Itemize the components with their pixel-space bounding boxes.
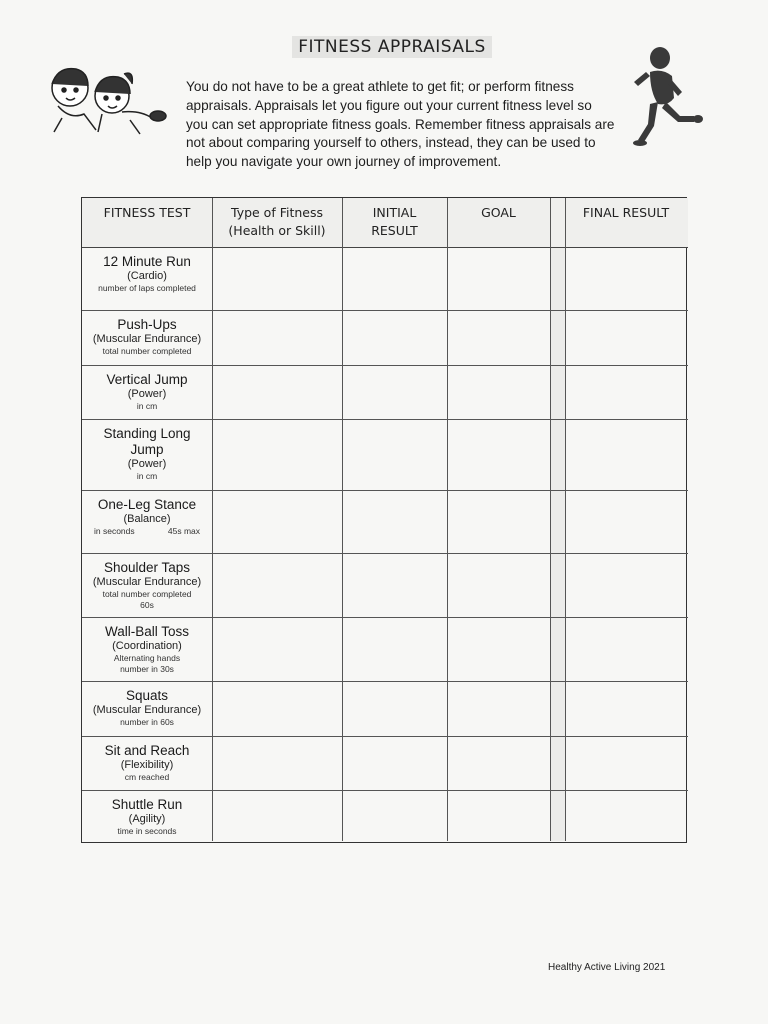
- header-type-line1: Type of Fitness: [231, 205, 323, 220]
- test-cell: [82, 311, 212, 357]
- test-cell: [82, 737, 212, 783]
- footer-text: Healthy Active Living 2021: [548, 962, 666, 973]
- test-note: total number completed: [102, 346, 192, 356]
- test-name: 12 Minute Run: [103, 254, 191, 269]
- table-row: [82, 248, 688, 311]
- test-name: Shuttle Run: [111, 797, 183, 812]
- test-note: in cm: [136, 401, 158, 411]
- test-note: in cm: [136, 471, 158, 481]
- test-name: Shoulder Taps: [103, 560, 191, 575]
- test-cell: [82, 491, 212, 537]
- test-note: time in seconds: [117, 826, 177, 836]
- test-category: (Agility): [128, 813, 166, 825]
- column-divider: [565, 198, 566, 841]
- test-name-line2: Jump: [130, 442, 164, 457]
- header-type-line2: (Health or Skill): [228, 223, 326, 238]
- test-note: number of laps completed: [98, 283, 196, 293]
- header-type-of-fitness: [212, 198, 342, 248]
- test-name: Standing Long: [103, 426, 191, 441]
- header-initial-result: [342, 198, 447, 248]
- test-cell: [82, 791, 212, 837]
- test-name: Push-Ups: [117, 317, 177, 332]
- runner-illustration: [628, 46, 708, 150]
- test-cell: [82, 420, 212, 482]
- column-divider: [550, 198, 551, 841]
- test-category: (Power): [127, 458, 167, 470]
- kids-illustration: [40, 60, 170, 140]
- header-final-result: FINAL RESULT: [582, 205, 670, 220]
- table-row: [82, 491, 688, 554]
- test-note-right: 45s max: [167, 526, 200, 536]
- test-category: (Cardio): [127, 270, 167, 282]
- test-name: Wall-Ball Toss: [104, 624, 190, 639]
- test-note: Alternating hands: [113, 653, 181, 663]
- test-category: (Muscular Endurance): [92, 576, 202, 588]
- test-cell: [82, 618, 212, 675]
- column-divider: [212, 198, 213, 841]
- test-name: One-Leg Stance: [97, 497, 197, 512]
- header-fitness-test: FITNESS TEST: [103, 205, 191, 220]
- test-category: (Muscular Endurance): [92, 333, 202, 345]
- table-row: [82, 737, 688, 791]
- table-row: [82, 618, 688, 682]
- test-note: cm reached: [124, 772, 170, 782]
- test-category: (Flexibility): [120, 759, 174, 771]
- table-header-row: [82, 198, 688, 248]
- table-row: [82, 791, 688, 841]
- fitness-appraisal-table: [81, 197, 687, 843]
- test-note: [82, 526, 212, 537]
- intro-paragraph: You do not have to be a great athlete to get fit; or perform fitness appraisals. Appraisals let you figure out your current fitness level so you can set appropriate fitness goals. Remember fitness appraisals are not about comparing yourself to others, instead, they can be used to help you navigate your own journey of improvement.: [186, 79, 615, 170]
- header-initial-line1: INITIAL: [372, 205, 417, 220]
- table-row: [82, 554, 688, 618]
- test-note: number in 60s: [120, 717, 174, 727]
- test-name: Vertical Jump: [106, 372, 188, 387]
- test-note-left: in seconds: [94, 526, 135, 536]
- test-category: (Balance): [123, 513, 171, 525]
- table-row: [82, 682, 688, 737]
- column-divider: [342, 198, 343, 841]
- table-row: [82, 420, 688, 491]
- header-initial-line2: RESULT: [371, 223, 418, 238]
- test-note-line2: number in 30s: [120, 664, 174, 674]
- table-row: [82, 366, 688, 420]
- test-note: total number completed: [102, 589, 192, 599]
- test-cell: [82, 554, 212, 611]
- test-note-line2: 60s: [140, 600, 154, 610]
- table-row: [82, 311, 688, 366]
- test-category: (Power): [127, 388, 167, 400]
- test-name: Sit and Reach: [104, 743, 190, 758]
- test-cell: [82, 366, 212, 412]
- page-title: FITNESS APPRAISALS: [292, 36, 492, 58]
- test-category: (Muscular Endurance): [92, 704, 202, 716]
- test-category: (Coordination): [112, 640, 182, 652]
- test-cell: [82, 248, 212, 294]
- test-name: Squats: [125, 688, 169, 703]
- header-goal: GOAL: [481, 205, 516, 220]
- test-cell: [82, 682, 212, 728]
- column-divider: [447, 198, 448, 841]
